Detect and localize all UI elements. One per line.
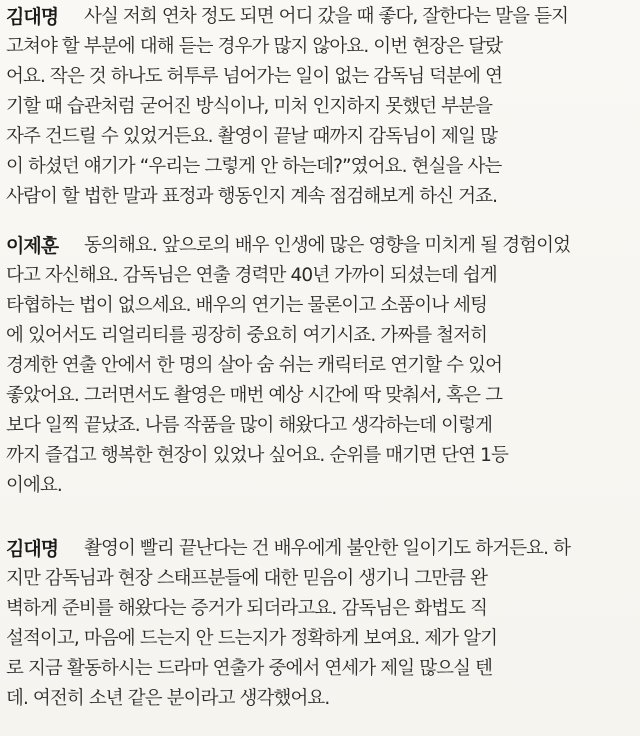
- paragraph-line: 어요. 작은 것 하나도 허투루 넘어가는 일이 없는 감독님 덕분에 연: [6, 66, 503, 87]
- paragraph-line: 타협하는 법이 없으세요. 배우의 연기는 물론이고 소품이나 세팅: [6, 295, 488, 316]
- paragraph-line: 벽하게 준비를 해왔다는 증거가 되더라고요. 감독님은 화법도 직: [6, 598, 488, 619]
- paragraph-line: 설적이고, 마음에 드는지 안 드는지가 정확하게 보여요. 제가 알기: [6, 628, 498, 649]
- paragraph-line: 데. 여전히 소년 같은 분이라고 생각했어요.: [6, 688, 330, 709]
- paragraph-line: 이 하셨던 얘기가 “우리는 그렇게 안 하는데?”였어요. 현실을 사는: [6, 156, 502, 177]
- speaker-name: 이제훈: [6, 235, 59, 257]
- paragraph-line: 사실 저희 연차 정도 되면 어디 갔을 때 좋다, 잘한다는 말을 듣지: [84, 6, 569, 27]
- paragraph-line: 에 있어서도 리얼리티를 굉장히 중요히 여기시죠. 가짜를 철저히: [6, 325, 488, 346]
- paragraph-line: 고쳐야 할 부분에 대해 듣는 경우가 많지 않아요. 이번 현장은 달랐: [6, 36, 503, 57]
- paragraph-line: 촬영이 빨리 끝난다는 건 배우에게 불안한 일이기도 하거든요. 하: [84, 538, 571, 559]
- paragraph-line: 기할 때 습관처럼 굳어진 방식이나, 미처 인지하지 못했던 부분을: [6, 96, 493, 117]
- paragraph-line: 로 지금 활동하시는 드라마 연출가 중에서 연세가 제일 많으실 텐: [6, 658, 493, 679]
- paragraph-line: 이에요.: [6, 475, 62, 496]
- paragraph-line: 사람이 할 법한 말과 표정과 행동인지 계속 점검해보게 하신 거죠.: [6, 186, 498, 207]
- paragraph-line: 다고 자신해요. 감독님은 연출 경력만 40년 가까이 되셨는데 쉽게: [6, 265, 497, 286]
- paragraph-line: 보다 일찍 끝났죠. 나름 작품을 많이 해왔다고 생각하는데 이렇게: [6, 415, 493, 436]
- paragraph-line: 경계한 연출 안에서 한 명의 살아 숨 쉬는 캐릭터로 연기할 수 있어: [6, 355, 503, 376]
- paragraph-line: 지만 감독님과 현장 스태프분들에 대한 믿음이 생기니 그만큼 완: [6, 568, 488, 589]
- paragraph-line: 좋았어요. 그러면서도 촬영은 매번 예상 시간에 딱 맞춰서, 혹은 그: [6, 385, 503, 406]
- paragraph-line: 자주 건드릴 수 있었거든요. 촬영이 끝날 때까지 감독님이 제일 많: [6, 126, 498, 147]
- speaker-name: 김대명: [6, 538, 59, 560]
- speaker-name: 김대명: [6, 6, 59, 28]
- paragraph-line: 까지 즐겁고 행복한 현장이 있었나 싶어요. 순위를 매기면 단연 1등: [6, 445, 508, 466]
- paragraph-line: 동의해요. 앞으로의 배우 인생에 많은 영향을 미치게 될 경험이었: [84, 235, 571, 256]
